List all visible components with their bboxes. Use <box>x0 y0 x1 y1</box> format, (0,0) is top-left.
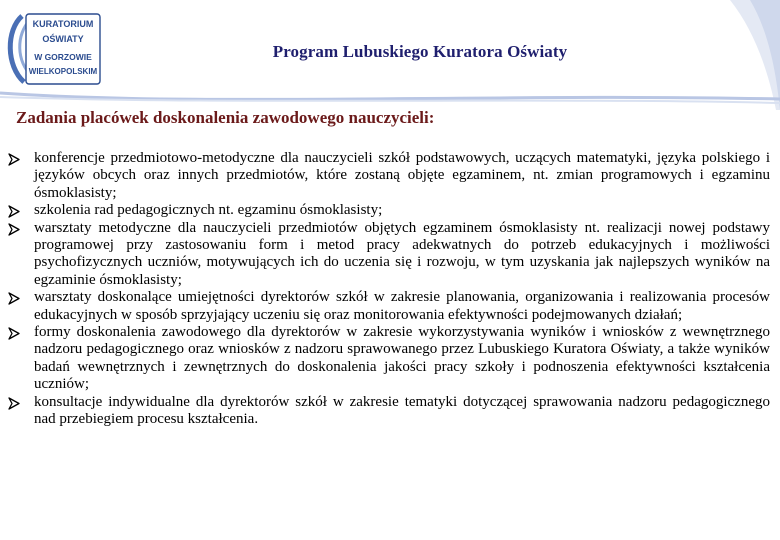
logo-line-2: OŚWIATY <box>42 34 84 44</box>
page-title: Program Lubuskiego Kuratora Oświaty <box>272 42 568 61</box>
list-item-text: szkolenia rad pedagogicznych nt. egzaminu ósmoklasisty; <box>34 202 383 219</box>
list-item <box>8 220 770 290</box>
list-item <box>8 150 770 202</box>
logo-line-3: W GORZOWIE <box>34 52 92 62</box>
header-divider <box>0 89 780 109</box>
list-item-text: warsztaty metodyczne dla nauczycieli przedmiotów objętych egzaminem ósmoklasisty nt. realizacji nowej podstawy programowej przy zastosowaniu form i metod pracy adekwatnych do potrzeb edukacyjnych i możliwości psychofizycznych uczniów, motywujących ich do uczenia się i rozwoju, w tym uzyskania jak najlepszych wyników na egzaminie ósmoklasisty; <box>34 219 770 288</box>
list-item <box>8 289 770 324</box>
arrow-bullet-icon <box>8 205 20 218</box>
arrow-bullet-icon <box>8 153 20 166</box>
list-item-text: konsultacje indywidualne dla dyrektorów szkół w zakresie tematyki dotyczącej sprawowania nadzoru pedagogicznego nad przebiegiem procesu kształcenia. <box>34 393 770 428</box>
logo-line-4: WIELKOPOLSKIM <box>28 67 98 76</box>
list-item <box>8 324 770 394</box>
list-item-text: formy doskonalenia zawodowego dla dyrektorów w zakresie wykorzystywania wyników i wniosków z wewnętrznego nadzoru pedagogicznego oraz wniosków z nadzoru sprawowanego przez Lubuskiego Kuratora Oświaty, a także wyników badań wewnętrznych i zewnętrznych do doskonalenia jakości pracy szkoły i podnoszenia efektywności kształcenia uczniów; <box>34 324 770 393</box>
kuratorium-logo <box>4 10 106 88</box>
logo-line-1: KURATORIUM <box>32 19 94 29</box>
section-heading: Zadania placówek doskonalenia zawodowego nauczycieli: <box>16 108 435 127</box>
arrow-bullet-icon <box>8 397 20 410</box>
arrow-bullet-icon <box>8 223 20 236</box>
list-item <box>8 202 770 219</box>
arrow-bullet-icon <box>8 292 20 305</box>
list-item-text: konferencje przedmiotowo-metodyczne dla nauczycieli szkół podstawowych, uczących matematyki, języka polskiego i języków obcych oraz innych przedmiotów, które zostaną objęte egzaminem, nt. zmian programowych i egzaminu ósmoklasisty; <box>34 150 770 201</box>
arrow-bullet-icon <box>8 327 20 340</box>
task-list <box>8 150 770 429</box>
list-item-text: warsztaty doskonalące umiejętności dyrektorów szkół w zakresie planowania, organizowania i realizowania procesów edukacyjnych w sposób sprzyjający uczeniu się oraz monitorowania efektywności podejmowanych działań; <box>34 289 770 323</box>
list-item <box>8 394 770 429</box>
